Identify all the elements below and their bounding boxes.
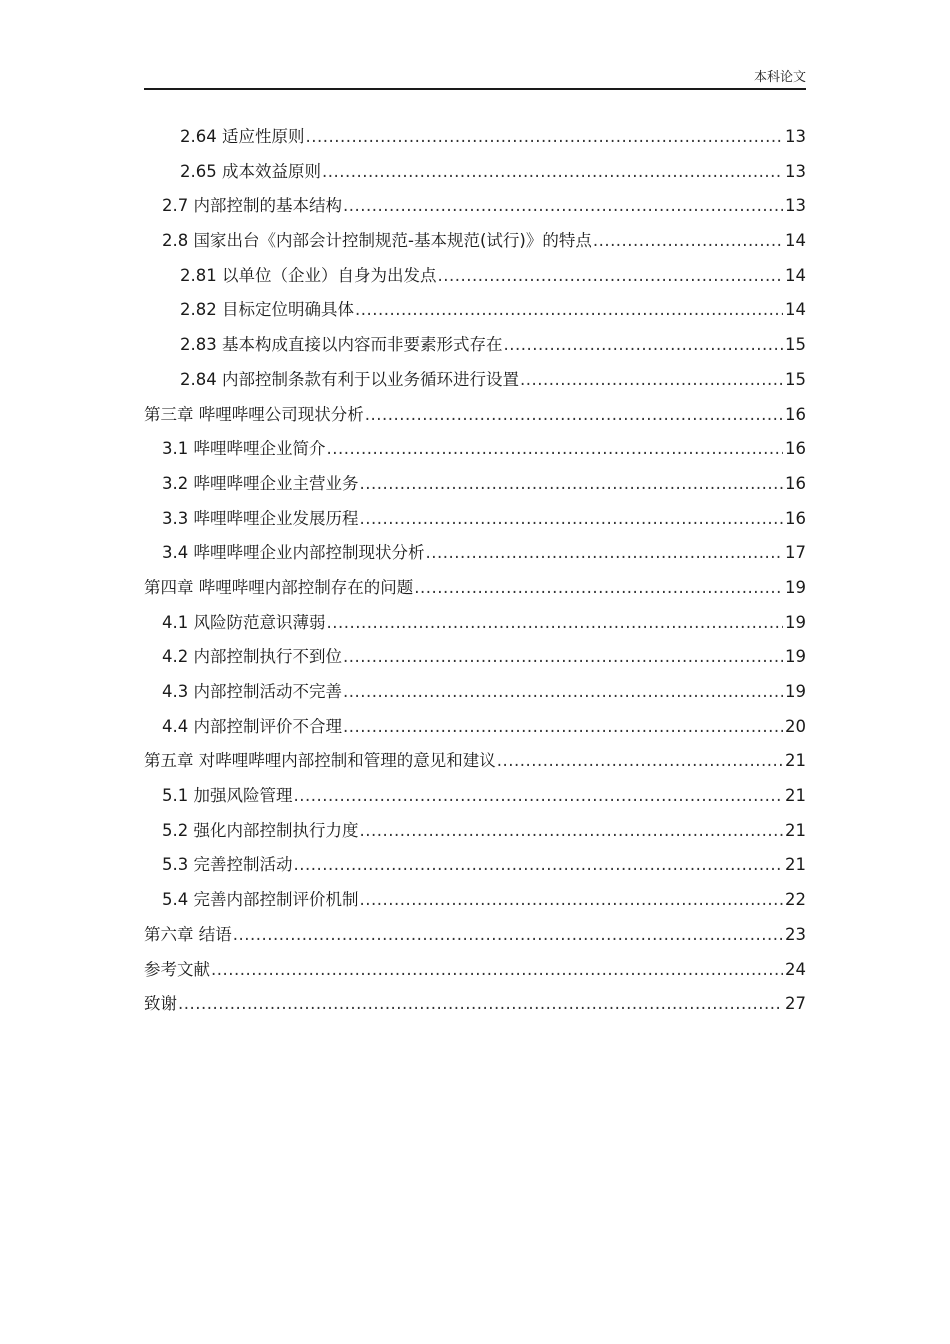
toc-entry-page: 14: [785, 265, 806, 285]
toc-entry-page: 16: [785, 439, 806, 459]
toc-entry[interactable]: [144, 714, 806, 749]
toc-entry-title: 参考文献: [144, 959, 210, 979]
toc-entry[interactable]: [144, 644, 806, 679]
toc-entry-title: 5.3 完善控制活动: [162, 855, 293, 875]
toc-leader-dots: [343, 644, 783, 670]
toc-entry[interactable]: [144, 263, 806, 298]
toc-leader-dots: [497, 748, 783, 774]
toc-leader-dots: [360, 887, 784, 913]
toc-leader-dots: [520, 367, 783, 393]
toc-leader-dots: [360, 471, 784, 497]
toc-leader-dots: [343, 714, 783, 740]
toc-entry-title: 第五章 对哔哩哔哩内部控制和管理的意见和建议: [144, 751, 496, 771]
toc-leader-dots: [322, 159, 783, 185]
toc-leader-dots: [305, 124, 783, 150]
toc-entry[interactable]: [144, 124, 806, 159]
toc-leader-dots: [343, 193, 783, 219]
toc-entry[interactable]: [144, 922, 806, 957]
toc-entry-title: 2.83 基本构成直接以内容而非要素形式存在: [180, 335, 503, 355]
toc-entry-title: 第四章 哔哩哔哩内部控制存在的问题: [144, 577, 414, 597]
toc-entry-page: 22: [785, 890, 806, 910]
toc-entry-page: 16: [785, 508, 806, 528]
toc-entry-page: 24: [785, 959, 806, 979]
toc-leader-dots: [294, 852, 784, 878]
toc-entry-page: 14: [785, 231, 806, 251]
toc-entry[interactable]: [144, 991, 806, 1026]
toc-entry[interactable]: [144, 575, 806, 610]
toc-entry[interactable]: [144, 297, 806, 332]
toc-leader-dots: [327, 610, 784, 636]
toc-entry-title: 2.8 国家出台《内部会计控制规范-基本规范(试行)》的特点: [162, 231, 592, 251]
toc-entry-page: 13: [785, 127, 806, 146]
toc-entry-title: 5.4 完善内部控制评价机制: [162, 890, 359, 910]
toc-entry-page: 19: [785, 612, 806, 632]
toc-entry-title: 3.4 哔哩哔哩企业内部控制现状分析: [162, 543, 425, 563]
toc-entry-page: 27: [785, 994, 806, 1014]
toc-leader-dots: [365, 402, 783, 428]
toc-entry-page: 20: [785, 716, 806, 736]
toc-entry-title: 3.1 哔哩哔哩企业简介: [162, 439, 326, 459]
toc-entry-page: 19: [785, 647, 806, 667]
toc-entry[interactable]: [144, 506, 806, 541]
toc-leader-dots: [360, 506, 784, 532]
toc-entry-title: 第六章 结语: [144, 924, 232, 944]
toc-entry[interactable]: [144, 887, 806, 922]
table-of-contents: [144, 124, 806, 1026]
toc-entry-title: 4.2 内部控制执行不到位: [162, 647, 342, 667]
toc-entry[interactable]: [144, 436, 806, 471]
toc-entry-page: 21: [785, 855, 806, 875]
toc-entry[interactable]: [144, 679, 806, 714]
toc-entry-title: 5.1 加强风险管理: [162, 786, 293, 806]
toc-entry-page: 13: [785, 161, 806, 181]
toc-entry-title: 4.1 风险防范意识薄弱: [162, 612, 326, 632]
toc-entry-page: 17: [785, 543, 806, 563]
toc-entry-title: 3.3 哔哩哔哩企业发展历程: [162, 508, 359, 528]
toc-entry[interactable]: [144, 402, 806, 437]
toc-entry-title: 5.2 强化内部控制执行力度: [162, 820, 359, 840]
toc-entry[interactable]: [144, 471, 806, 506]
toc-leader-dots: [593, 228, 783, 254]
toc-leader-dots: [360, 818, 784, 844]
toc-entry[interactable]: [144, 540, 806, 575]
toc-leader-dots: [178, 991, 783, 1017]
toc-leader-dots: [233, 922, 783, 948]
toc-entry-title: 2.7 内部控制的基本结构: [162, 196, 342, 216]
toc-entry[interactable]: [144, 332, 806, 367]
toc-entry[interactable]: [144, 783, 806, 818]
toc-entry-title: 2.64 适应性原则: [180, 127, 305, 146]
toc-entry-title: 2.84 内部控制条款有利于以业务循环进行设置: [180, 369, 519, 389]
toc-entry-title: 3.2 哔哩哔哩企业主营业务: [162, 473, 359, 493]
toc-leader-dots: [426, 540, 784, 566]
toc-leader-dots: [414, 575, 783, 601]
toc-entry-page: 15: [785, 369, 806, 389]
toc-entry[interactable]: [144, 367, 806, 402]
toc-leader-dots: [211, 957, 783, 983]
toc-entry[interactable]: [144, 228, 806, 263]
toc-entry[interactable]: [144, 159, 806, 194]
toc-entry-page: 23: [785, 924, 806, 944]
header-label: 本科论文: [753, 70, 806, 85]
toc-entry-title: 4.4 内部控制评价不合理: [162, 716, 342, 736]
toc-entry-page: 15: [785, 335, 806, 355]
toc-entry-title: 2.65 成本效益原则: [180, 161, 321, 181]
toc-entry-page: 19: [785, 577, 806, 597]
toc-leader-dots: [437, 263, 783, 289]
toc-entry-title: 第三章 哔哩哔哩公司现状分析: [144, 404, 364, 424]
toc-entry-page: 21: [785, 751, 806, 771]
toc-entry-page: 13: [785, 196, 806, 216]
toc-entry-page: 16: [785, 404, 806, 424]
toc-leader-dots: [294, 783, 784, 809]
toc-entry[interactable]: [144, 852, 806, 887]
toc-entry-title: 2.81 以单位（企业）自身为出发点: [180, 265, 437, 285]
toc-entry[interactable]: [144, 610, 806, 645]
toc-entry[interactable]: [144, 957, 806, 992]
toc-entry-page: 16: [785, 473, 806, 493]
toc-entry[interactable]: [144, 748, 806, 783]
toc-entry[interactable]: [144, 818, 806, 853]
toc-entry[interactable]: [144, 193, 806, 228]
toc-entry-title: 致谢: [144, 994, 177, 1014]
toc-leader-dots: [343, 679, 783, 705]
toc-leader-dots: [355, 297, 783, 323]
toc-entry-page: 21: [785, 786, 806, 806]
page-header: [144, 68, 806, 90]
toc-entry-title: 2.82 目标定位明确具体: [180, 300, 354, 320]
toc-entry-page: 21: [785, 820, 806, 840]
toc-leader-dots: [327, 436, 784, 462]
toc-leader-dots: [503, 332, 783, 358]
toc-entry-page: 14: [785, 300, 806, 320]
toc-entry-title: 4.3 内部控制活动不完善: [162, 682, 342, 701]
toc-entry-page: 19: [785, 682, 806, 701]
